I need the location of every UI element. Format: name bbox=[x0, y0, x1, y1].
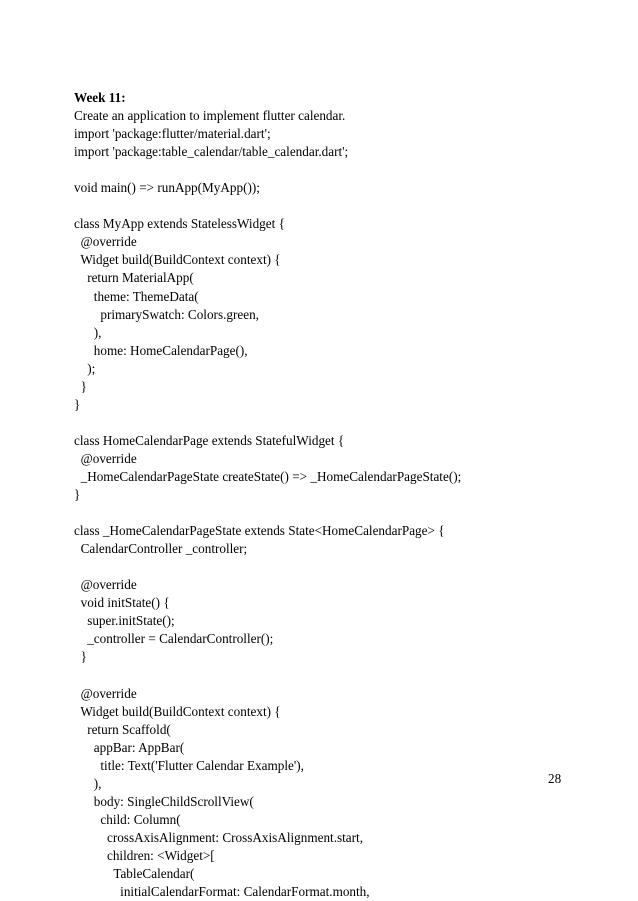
code-line: return Scaffold( bbox=[74, 721, 171, 737]
code-line: ), bbox=[74, 775, 102, 791]
week-heading: Week 11: bbox=[74, 90, 126, 105]
blank-line bbox=[74, 667, 594, 685]
code-line: void initState() { bbox=[74, 595, 170, 611]
code-line: Widget build(BuildContext context) { bbox=[74, 252, 281, 268]
code-line: class MyApp extends StatelessWidget { bbox=[74, 216, 285, 232]
code-line: class HomeCalendarPage extends StatefulWidget { bbox=[74, 432, 345, 448]
code-line: super.initState(); bbox=[74, 613, 175, 629]
code-line: } bbox=[74, 378, 87, 394]
code-line: @override bbox=[74, 234, 137, 250]
code-line: } bbox=[74, 396, 81, 412]
code-line: ); bbox=[74, 360, 96, 376]
code-line: CalendarController _controller; bbox=[74, 541, 248, 557]
code-line: @override bbox=[74, 450, 137, 466]
page-number: 28 bbox=[548, 771, 562, 786]
code-line: body: SingleChildScrollView( bbox=[74, 793, 254, 809]
code-line: _controller = CalendarController(); bbox=[74, 631, 274, 647]
code-line: return MaterialApp( bbox=[74, 270, 194, 286]
blank-line bbox=[74, 197, 594, 215]
code-line: ), bbox=[74, 324, 102, 340]
code-line: primarySwatch: Colors.green, bbox=[74, 306, 259, 322]
code-line: child: Column( bbox=[74, 811, 181, 827]
code-line: home: HomeCalendarPage(), bbox=[74, 342, 248, 358]
code-line: initialCalendarFormat: CalendarFormat.month, bbox=[74, 884, 370, 900]
code-line: crossAxisAlignment: CrossAxisAlignment.start, bbox=[74, 829, 364, 845]
code-line: class _HomeCalendarPageState extends State<HomeCalendarPage> { bbox=[74, 523, 445, 539]
blank-line bbox=[74, 414, 594, 432]
blank-line bbox=[74, 558, 594, 576]
code-line: children: <Widget>[ bbox=[74, 847, 215, 863]
code-listing bbox=[74, 107, 594, 901]
code-line: theme: ThemeData( bbox=[74, 288, 199, 304]
code-line: title: Text('Flutter Calendar Example'), bbox=[74, 757, 304, 773]
code-line: TableCalendar( bbox=[74, 866, 195, 882]
document-body bbox=[74, 89, 594, 901]
code-line: appBar: AppBar( bbox=[74, 739, 185, 755]
code-line: @override bbox=[74, 577, 137, 593]
code-line: Widget build(BuildContext context) { bbox=[74, 703, 281, 719]
code-line: Create an application to implement flutter calendar. bbox=[74, 108, 346, 124]
blank-line bbox=[74, 161, 594, 179]
code-line: _HomeCalendarPageState createState() => _HomeCalendarPageState(); bbox=[74, 468, 462, 484]
code-line: import 'package:flutter/material.dart'; bbox=[74, 126, 271, 142]
blank-line bbox=[74, 504, 594, 522]
code-line: void main() => runApp(MyApp()); bbox=[74, 180, 260, 196]
code-line: import 'package:table_calendar/table_calendar.dart'; bbox=[74, 144, 349, 160]
code-line: } bbox=[74, 487, 81, 503]
code-line: } bbox=[74, 649, 87, 665]
code-line: @override bbox=[74, 685, 137, 701]
